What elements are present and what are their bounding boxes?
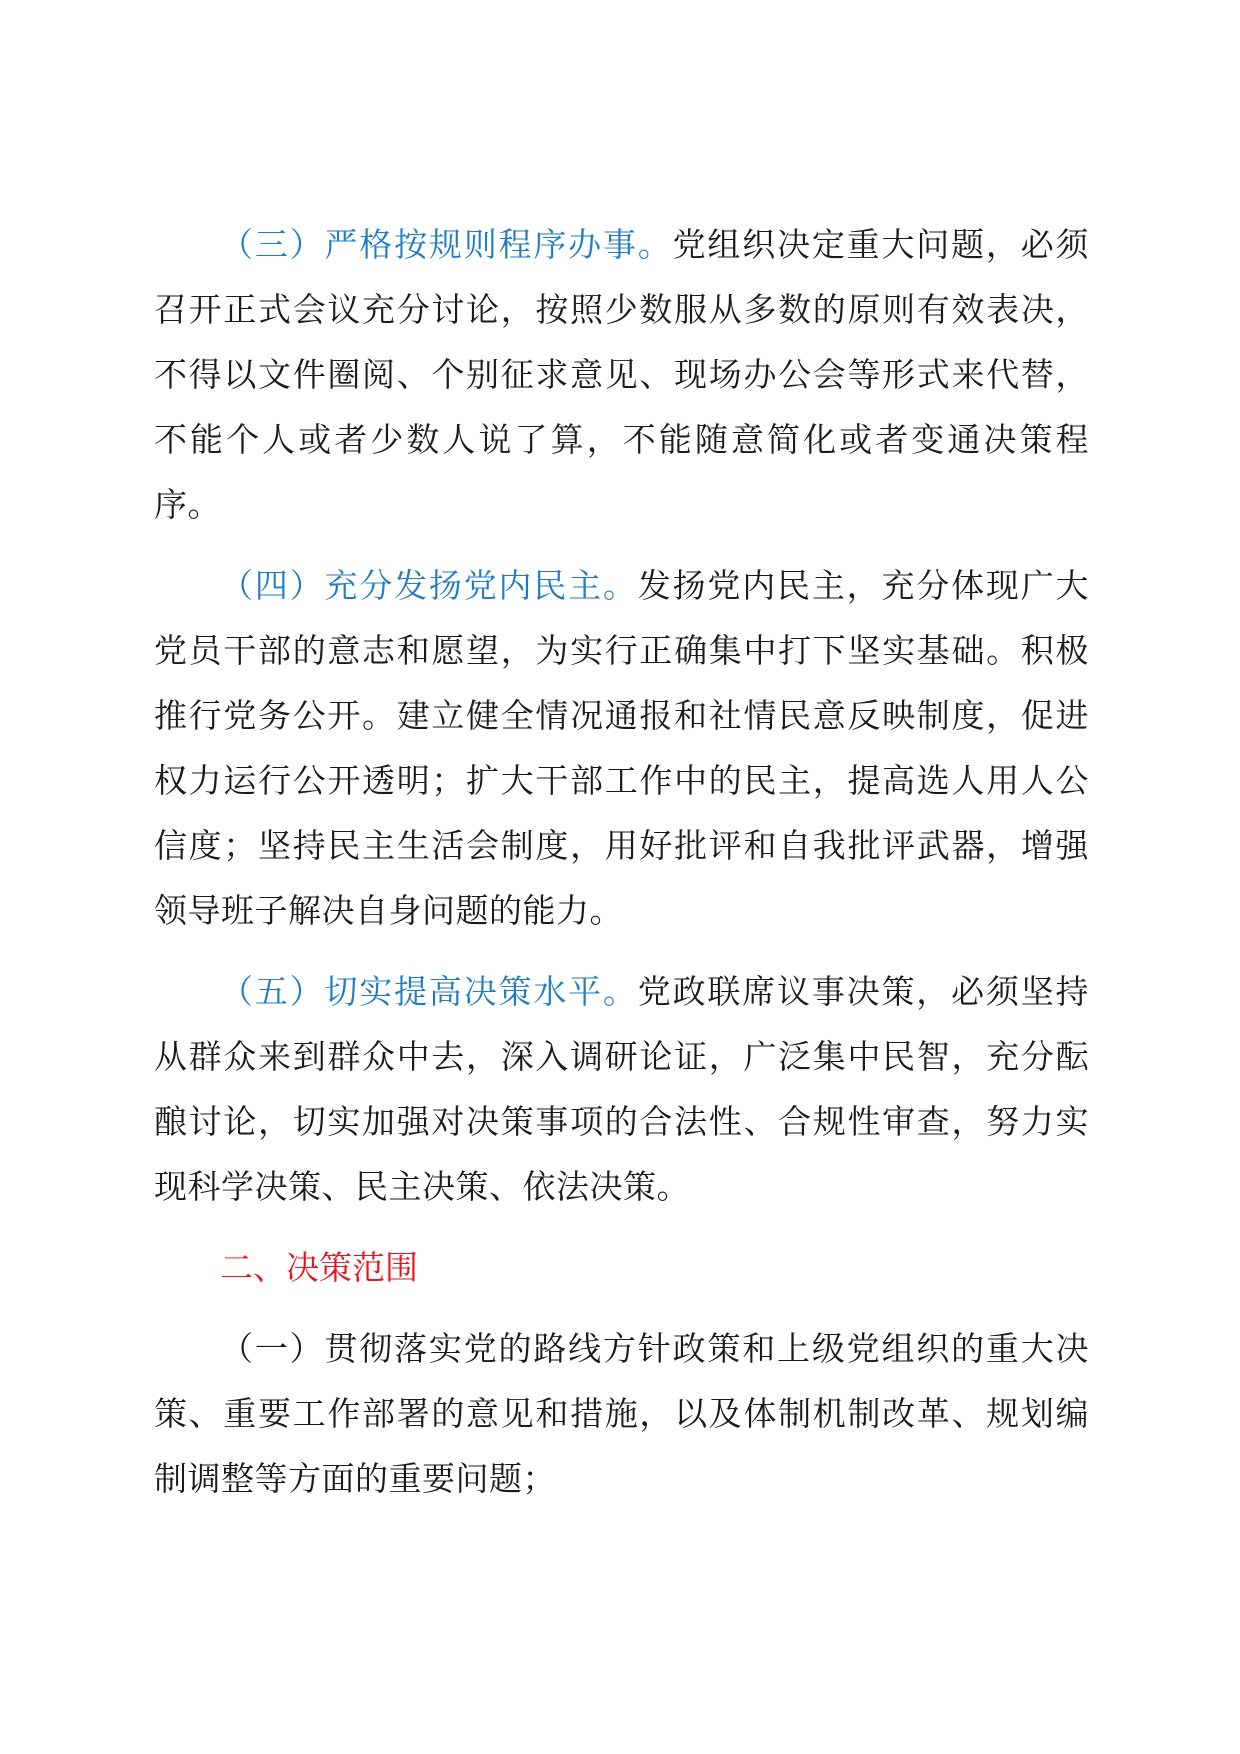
paragraph-lead: （三）严格按规则程序办事。 (220, 225, 673, 264)
paragraph-lead: （四）充分发扬党内民主。 (220, 566, 638, 605)
paragraph-lead: （五）切实提高决策水平。 (220, 972, 638, 1011)
paragraph-body: 党组织决定重大问题，必须召开正式会议充分讨论，按照少数服从多数的原则有效表决，不得以文件圈阅、个别征求意见、现场办公会等形式来代替，不能个人或者少数人说了算，不能随意简化或者变通决策程序。 (154, 225, 1089, 524)
document-page (154, 212, 1089, 1527)
paragraph-scope-item-1: （一）贯彻落实党的路线方针政策和上级党组织的重大决策、重要工作部署的意见和措施，以及体制机制改革、规划编制调整等方面的重要问题； (154, 1329, 1089, 1498)
paragraph-rules-procedure (154, 212, 1089, 537)
section-heading: 二、决策范围 (220, 1248, 418, 1287)
paragraph-decision-level (154, 959, 1089, 1219)
paragraph-party-democracy (154, 553, 1089, 943)
paragraph-body: 党政联席议事决策，必须坚持从群众来到群众中去，深入调研论证，广泛集中民智，充分酝酿讨论，切实加强对决策事项的合法性、合规性审查，努力实现科学决策、民主决策、依法决策。 (154, 972, 1089, 1206)
paragraph-body: 发扬党内民主，充分体现广大党员干部的意志和愿望，为实行正确集中打下坚实基础。积极推行党务公开。建立健全情况通报和社情民意反映制度，促进权力运行公开透明；扩大干部工作中的民主，提高选人用人公信度；坚持民主生活会制度，用好批评和自我批评武器，增强领导班子解决自身问题的能力。 (154, 566, 1089, 930)
